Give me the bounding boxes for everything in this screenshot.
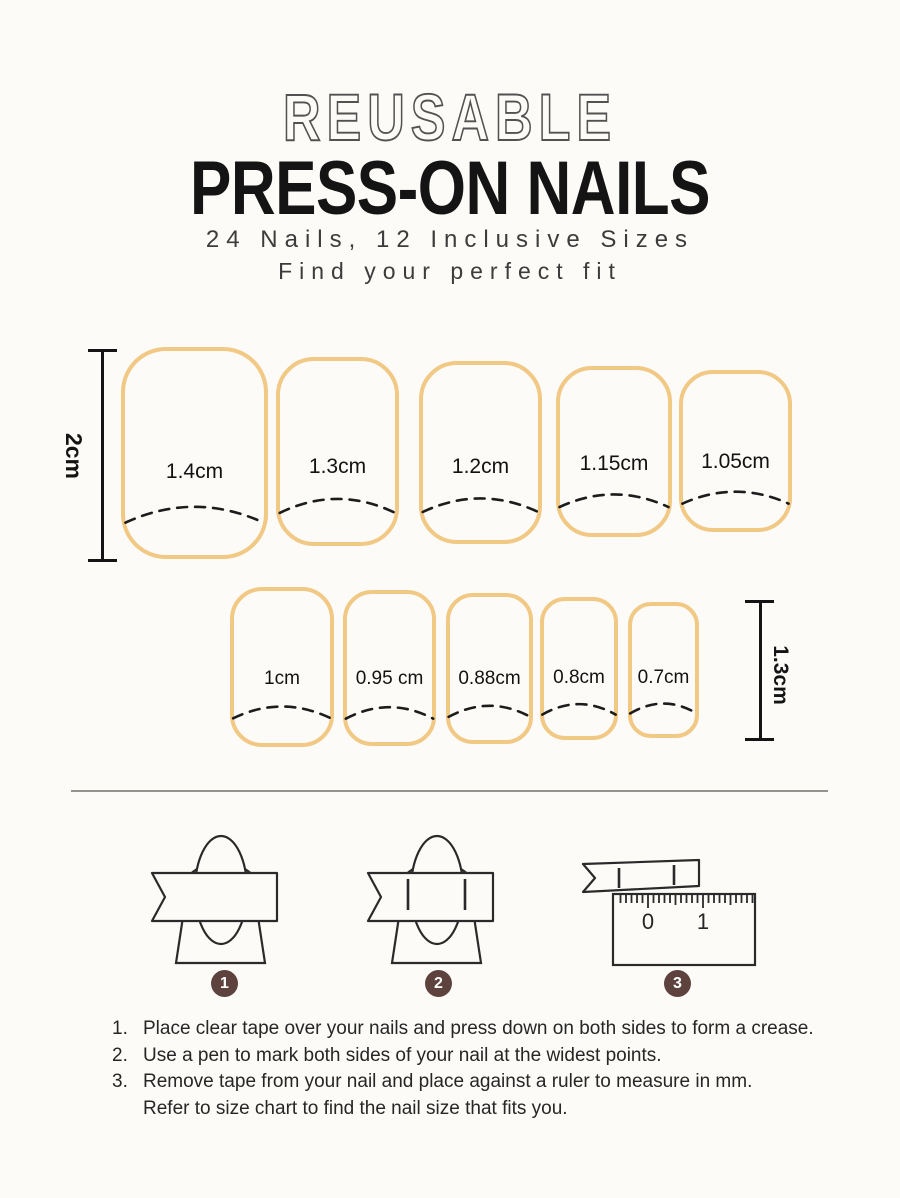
height-measure-line	[759, 602, 762, 739]
instruction-number: 2.	[112, 1044, 128, 1066]
nail-width-dashed-arc	[540, 693, 618, 716]
nail-outline	[628, 602, 699, 738]
row1-height-label: 2cm	[61, 432, 87, 480]
nail-width-dashed-arc	[343, 695, 436, 720]
nail-width-dashed-arc	[419, 484, 542, 514]
nail-outline	[121, 347, 268, 559]
nail-width-label: 1.3cm	[308, 454, 367, 478]
step2-pen-marks-icon	[364, 822, 514, 972]
nail-outline	[230, 587, 334, 747]
step-1-number: 1	[220, 974, 229, 992]
nail-width-dashed-arc	[276, 484, 399, 515]
instruction-line	[112, 1069, 872, 1096]
nail-width-dashed-arc	[628, 693, 699, 715]
nail-width-label: 0.88cm	[458, 667, 521, 689]
step-3-badge	[664, 970, 691, 997]
step-2-badge	[425, 970, 452, 997]
instruction-text: Refer to size chart to find the nail size that fits you.	[143, 1097, 568, 1119]
nail-width-label: 0.7cm	[637, 667, 690, 689]
instruction-text: Use a pen to mark both sides of your nail at the widest points.	[143, 1044, 662, 1066]
nail-width-label: 1cm	[264, 667, 300, 689]
instruction-text: Remove tape from your nail and place against a ruler to measure in mm.	[143, 1071, 753, 1092]
instruction-text: Place clear tape over your nails and press down on both sides to form a crease.	[143, 1018, 814, 1039]
measure-cap-bottom	[88, 559, 117, 562]
nail-width-label: 1.05cm	[701, 450, 770, 474]
nail-width-label: 0.95 cm	[355, 668, 424, 690]
nail-width-dashed-arc	[121, 490, 268, 525]
subtitle-tagline: Find your perfect fit	[278, 258, 622, 284]
measuring-instructions	[112, 1016, 872, 1122]
title-outline: REUSABLE	[282, 82, 618, 156]
step-1-badge	[211, 970, 238, 997]
tape-ribbon	[152, 873, 277, 921]
nail-width-dashed-arc	[679, 479, 792, 505]
ruler-number-1: 1	[696, 909, 710, 934]
nail-outline	[540, 597, 618, 740]
instruction-line	[112, 1016, 872, 1043]
tape-ribbon	[368, 873, 493, 921]
nail-width-label: 0.8cm	[553, 666, 605, 688]
nail-width-label: 1.4cm	[165, 459, 224, 483]
tape-ribbon	[583, 860, 699, 892]
instruction-number: 3.	[112, 1071, 128, 1092]
measure-cap-bottom	[745, 738, 774, 741]
instruction-line	[112, 1096, 872, 1123]
nail-outline	[343, 590, 436, 746]
nail-outline	[556, 366, 672, 537]
nail-width-dashed-arc	[446, 694, 533, 718]
section-divider	[71, 790, 828, 792]
nail-outline	[446, 593, 533, 744]
nail-outline	[679, 370, 792, 532]
step3-ruler-icon	[578, 822, 768, 972]
nail-width-label: 1.2cm	[451, 454, 510, 478]
ruler-body	[613, 894, 755, 965]
nail-outline	[419, 361, 542, 544]
nail-width-dashed-arc	[556, 481, 672, 509]
step-3-number: 3	[673, 974, 682, 992]
subtitle-count: 24 Nails, 12 Inclusive Sizes	[205, 226, 695, 253]
nail-width-dashed-arc	[230, 694, 334, 720]
instruction-number	[112, 1096, 143, 1123]
nail-outline	[276, 357, 399, 546]
title-main: PRESS-ON NAILS	[189, 147, 711, 232]
instruction-line	[112, 1043, 872, 1070]
step1-tape-finger-icon	[148, 822, 298, 972]
height-measure-line	[101, 351, 104, 560]
step-2-number: 2	[434, 974, 443, 992]
row2-height-label: 1.3cm	[769, 645, 792, 705]
ruler-number-0: 0	[641, 909, 655, 934]
instruction-number: 1.	[112, 1018, 128, 1039]
nail-width-label: 1.15cm	[579, 451, 649, 475]
